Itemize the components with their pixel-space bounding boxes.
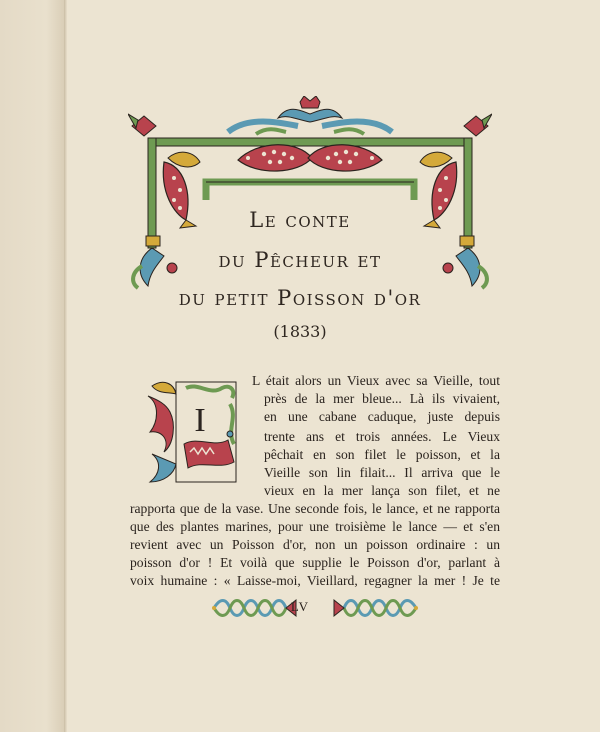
body-line: près de la mer bleue... Là ils vivaient, [264,391,500,406]
fish-icon [308,145,382,171]
body-line: poisson d'or ! Et voilà que supplie le Poisson d'or, parlant à [130,555,500,570]
crown-ornament [278,96,342,122]
body-line: pêchait en son filet le poisson, et la [264,447,500,462]
folio: LV [290,599,310,614]
braid-ornament [332,596,418,620]
body-line: que des plantes marines, pour une troisième le lance — et s'en [130,519,500,534]
title-line-1: Le conte [249,208,351,232]
title-line-3: du petit Poisson d'or [178,286,422,310]
body-line: L était alors un Vieux avec sa Vieille, tout [252,373,500,388]
body-line: voix humaine : « Laisse-moi, Vieillard, regagner la mer ! Je te [130,573,500,588]
body-line: rapporta que de la vase. Une seconde fois, le lance, et ne rapporta [130,501,500,516]
body-line: revient avec un Poisson d'or, non un poisson ordinaire : un [130,537,500,552]
title-date: (1833) [273,322,327,341]
facing-page-edge [0,0,66,732]
body-line: Vieille son lin filait... Il arriva que le [264,465,500,480]
body-line: en une cabane caduque, juste depuis [264,409,500,424]
body-line: vieux en la mer lança son filet, et ne [264,483,500,498]
initial-letter: I [194,402,206,439]
title-line-2: du Pêcheur et [218,248,382,272]
body-line: trente ans et trois années. Le Vieux [264,429,500,444]
